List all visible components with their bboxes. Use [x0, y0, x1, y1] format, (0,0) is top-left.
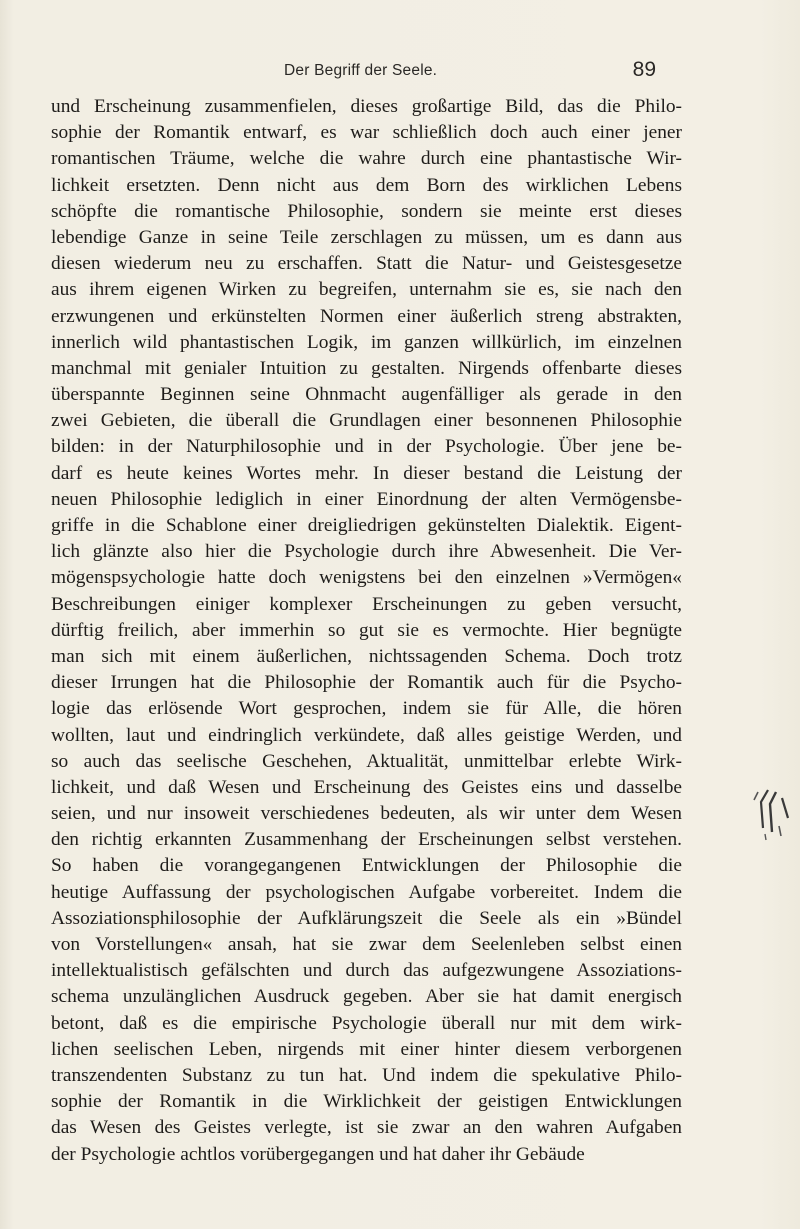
text-line: schema unzulänglichen Ausdruck gegeben. Aber sie hat damit energisch — [51, 986, 682, 1008]
text-line: zwei Gebieten, die überall die Grundlagen einer besonnenen Philosophie — [51, 410, 682, 432]
text-line: lichen seelischen Leben, nirgends mit einer hinter diesem verborgenen — [51, 1038, 682, 1060]
text-line: manchmal mit genialer Intuition zu gestalten. Nirgends offenbarte dieses — [51, 357, 682, 379]
text-line: Beschreibungen einiger komplexer Erscheinungen zu geben versucht, — [51, 593, 682, 615]
text-line: schöpfte die romantische Philosophie, sondern sie meinte erst dieses — [51, 200, 682, 222]
page-header — [260, 58, 660, 86]
text-line: logie das erlösende Wort gesprochen, indem sie für Alle, die hören — [51, 698, 682, 720]
text-line: der Psychologie achtlos vorübergegangen und hat daher ihr Gebäude — [51, 1143, 585, 1165]
page-number: 89 — [632, 58, 656, 81]
text-line: von Vorstellungen« ansah, hat sie zwar dem Seelenleben selbst einen — [51, 934, 682, 955]
margin-strokes — [752, 788, 792, 848]
text-line: den richtig erkannten Zusammenhang der Erscheinungen selbst verstehen. — [51, 829, 682, 851]
text-line: lichkeit, und daß Wesen und Erscheinung des Geistes eins und dasselbe — [51, 776, 682, 798]
text-line: diesen wiederum neu zu erschaffen. Statt die Natur- und Geistesgesetze — [51, 253, 682, 275]
text-line: mögenspsychologie hatte doch wenigstens bei den einzelnen »Vermögen« — [51, 567, 682, 589]
text-line: Assoziationsphilosophie der Aufklärungszeit die Seele als ein »Bündel — [51, 907, 682, 929]
body-text — [51, 94, 682, 1168]
text-line: So haben die vorangegangenen Entwicklungen der Philosophie die — [51, 855, 682, 877]
running-head: Der Begriff der Seele. — [284, 62, 438, 79]
text-line: neuen Philosophie lediglich in einer Einordnung der alten Vermögensbe- — [51, 488, 682, 510]
text-line: überspannte Beginnen seine Ohnmacht augenfälliger als gerade in den — [51, 384, 682, 406]
text-line: lich glänzte also hier die Psychologie durch ihre Abwesenheit. Die Ver- — [51, 541, 682, 563]
text-line: erzwungenen und erkünstelten Normen einer äußerlich streng abstrakten, — [51, 305, 682, 327]
text-line: man sich mit einem äußerlichen, nichtssagenden Schema. Doch trotz — [51, 645, 682, 667]
text-line: romantischen Träume, welche die wahre durch eine phantastische Wir- — [51, 148, 682, 170]
text-line: dieser Irrungen hat die Philosophie der Romantik auch für die Psycho- — [51, 672, 682, 694]
text-line: innerlich wild phantastischen Logik, im ganzen willkürlich, im einzelnen — [51, 331, 682, 353]
text-line: transzendenten Substanz zu tun hat. Und indem die spekulative Philo- — [51, 1064, 682, 1086]
text-line: dürftig freilich, aber immerhin so gut sie es vermochte. Hier begnügte — [51, 619, 682, 641]
text-line: griffe in die Schablone einer dreigliedrigen gekünstelten Dialektik. Eigent- — [51, 515, 682, 536]
text-line: das Wesen des Geistes verlegte, ist sie zwar an den wahren Aufgaben — [51, 1117, 682, 1139]
text-line: wollten, laut und eindringlich verkündete, daß alles geistige Werden, und — [51, 724, 682, 746]
text-line: aus ihrem eigenen Wirken zu begreifen, unternahm sie es, sie nach den — [51, 279, 682, 301]
text-line: heutige Auffassung der psychologischen Aufgabe vorbereitet. Indem die — [51, 881, 682, 903]
text-line: seien, und nur insoweit verschiedenes bedeuten, als wir unter dem Wesen — [51, 803, 682, 825]
text-line: bilden: in der Naturphilosophie und in der Psychologie. Über jene be- — [51, 436, 682, 458]
text-line: intellektualistisch gefälschten und durch das aufgezwungene Assoziations- — [51, 960, 682, 982]
text-line: und Erscheinung zusammenfielen, dieses großartige Bild, das die Philo- — [51, 96, 682, 117]
text-line: darf es heute keines Wortes mehr. In dieser bestand die Leistung der — [51, 462, 682, 484]
text-line: sophie der Romantik entwarf, es war schließlich doch auch einer jener — [51, 122, 682, 144]
text-line: sophie der Romantik in die Wirklichkeit der geistigen Entwicklungen — [51, 1091, 682, 1113]
text-line: lichkeit ersetzten. Denn nicht aus dem Born des wirklichen Lebens — [51, 174, 682, 196]
text-line: lebendige Ganze in seine Teile zerschlagen zu müssen, um es dann aus — [51, 226, 682, 248]
text-line: so auch das seelische Geschehen, Aktualität, unmittelbar erlebte Wirk- — [51, 750, 682, 772]
text-line: betont, daß es die empirische Psychologie überall nur mit dem wirk- — [51, 1012, 682, 1034]
margin-strokes-icon — [752, 788, 792, 848]
